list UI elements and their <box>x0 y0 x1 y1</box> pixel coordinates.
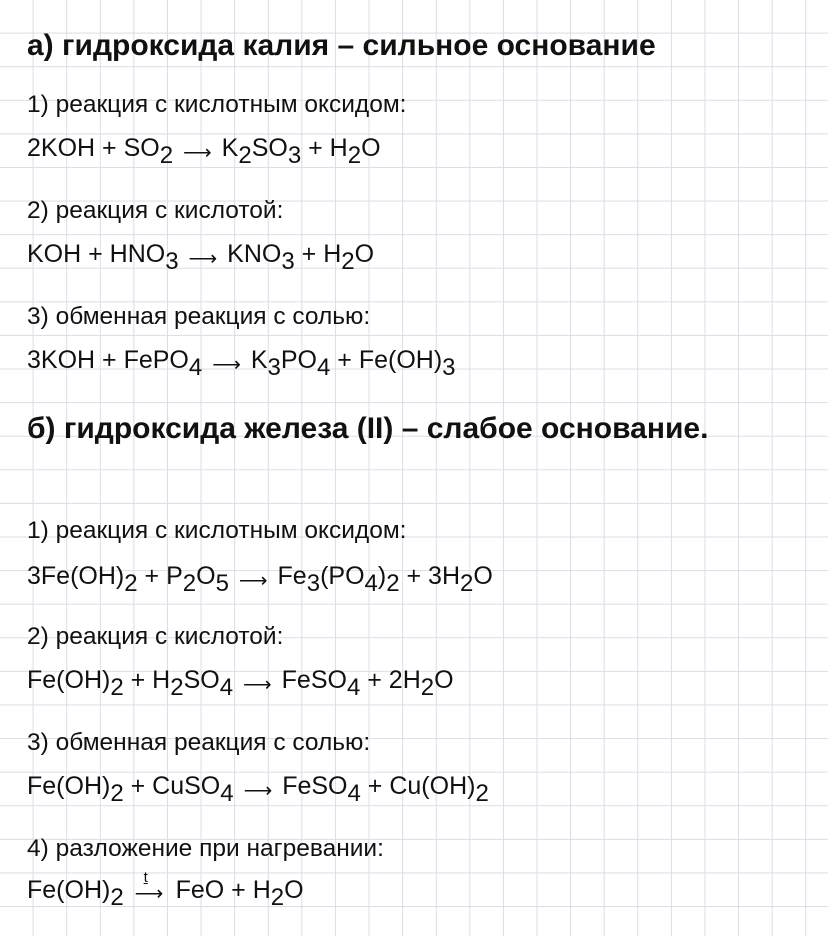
equation-b1: $3Fe(OH)_2 + P_2O_5$ ⟶ $Fe_3(PO_4)_2 + 3H_2O$ <box>27 562 493 597</box>
equation-a1: $2KOH + SO_2$ ⟶ $K_2SO_3 + H_2O$ <box>27 134 381 169</box>
caption-b4: 4) разложение при нагревании: <box>27 835 384 862</box>
reaction-arrow-icon: ⟶ <box>183 142 212 164</box>
reaction-arrow-icon: ⟶ <box>243 674 272 696</box>
caption-a3: 3) обменная реакция с солью: <box>27 303 371 330</box>
section-a-title: а) гидроксида калия – сильное основание <box>27 29 656 62</box>
equation-b4: $Fe(OH)_2$ t ⟶ FeO + $H_2O$ <box>27 874 304 908</box>
heat-label: t <box>143 869 148 886</box>
reaction-arrow-icon: ⟶ <box>243 780 273 802</box>
caption-b2: 2) реакция с кислотой: <box>27 623 284 650</box>
equation-b3: $Fe(OH)_2$ + CuSO$_4$ ⟶ FeSO$_4$ + $Cu(OH)_2$ <box>27 772 489 807</box>
equation-b2: $Fe(OH)_2 + H_2SO_4$ ⟶ FeSO$_4$ + $2H_2O$ <box>27 666 454 701</box>
caption-a2: 2) реакция с кислотой: <box>27 197 284 224</box>
equation-a3: 3KOH + FePO$_4$ ⟶ $K_3PO_4 + Fe(OH)_3$ <box>27 346 456 381</box>
caption-a1: 1) реакция с кислотным оксидом: <box>27 91 407 118</box>
heating-arrow-icon: t ⟶ <box>135 874 165 908</box>
section-b-title: б) гидроксида железа (II) – слабое основание. <box>27 412 709 445</box>
reaction-arrow-icon: ⟶ <box>238 570 268 592</box>
caption-b3: 3) обменная реакция с солью: <box>27 729 371 756</box>
caption-b1: 1) реакция с кислотным оксидом: <box>27 517 407 544</box>
reaction-arrow-icon: ⟶ <box>212 354 241 376</box>
equation-a2: KOH + $HNO_3$ ⟶ $KNO_3 + H_2O$ <box>27 240 375 275</box>
reaction-arrow-icon: ⟶ <box>188 248 218 270</box>
